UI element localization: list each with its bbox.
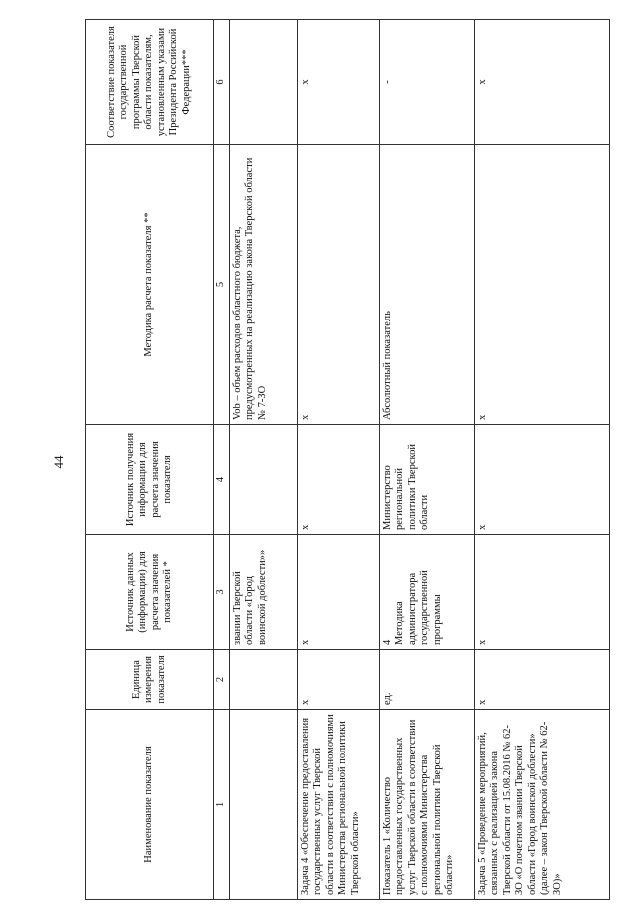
cell-data-source: 4 Методика администратора государственной программы [379,535,474,650]
column-number: 5 [214,145,230,425]
table-row [379,20,474,900]
indicators-table [85,19,610,900]
page-number: 44 [51,455,66,469]
column-number: 1 [214,710,230,900]
column-number: 6 [214,20,230,145]
header-compliance: Соответствие показателя государственной программы Тверской области показателям, установленным указами Президента Российской Федерации*** [86,20,214,145]
cell-info-origin [229,425,297,535]
cell-unit [229,650,297,710]
cell-data-source: звании Тверской области «Город воинской доблести»» [229,535,297,650]
cell-compliance: x [474,20,610,145]
header-indicator-name: Наименование показателя [86,710,214,900]
cell-info-origin: x [474,425,610,535]
cell-compliance [229,20,297,145]
column-number: 3 [214,535,230,650]
table-header-row [86,20,214,900]
header-info-origin: Источник получения информации для расчета значения показателя [86,425,214,535]
cell-info-origin: Министерство региональной политики Тверской области [379,425,474,535]
table-row [297,20,379,900]
cell-info-origin: x [297,425,379,535]
table-row [229,20,297,900]
header-data-source: Источник данных (информации) для расчета значения показателей * [86,535,214,650]
cell-compliance: - [379,20,474,145]
cell-indicator-name: Задача 5 «Проведение мероприятий, связанных с реализацией закона Тверской области от 15.08.2016 № 62-ЗО «О почетном звании Тверской области «Город воинской доблести» (далее – закон Тверской области № 62-ЗО)» [474,710,610,900]
cell-compliance: x [297,20,379,145]
cell-indicator-name: Показатель 1 «Количество предоставленных государственных услуг Тверской области в соответствии с полномочиями Министерства региональной политики Тверской области» [379,710,474,900]
header-unit: Единица измерения показателя [86,650,214,710]
column-number-row [214,20,230,900]
cell-unit: x [297,650,379,710]
cell-method: x [297,145,379,425]
cell-unit: x [474,650,610,710]
column-number: 2 [214,650,230,710]
table-row [474,20,610,900]
cell-method: x [474,145,610,425]
rotated-table-wrapper [85,20,610,900]
header-method: Методика расчета показателя ** [86,145,214,425]
cell-indicator-name: Задача 4 «Обеспечение предоставления государственных услуг Тверской области в соответствии с полномочиями Министерства региональной политики Тверской области» [297,710,379,900]
cell-method: Vob – объем расходов областного бюджета, предусмотренных на реализацию закона Тверской области № 7-ЗО [229,145,297,425]
cell-data-source: x [474,535,610,650]
column-number: 4 [214,425,230,535]
cell-unit: ед. [379,650,474,710]
cell-method: Абсолютный показатель [379,145,474,425]
cell-indicator-name [229,710,297,900]
cell-data-source: x [297,535,379,650]
